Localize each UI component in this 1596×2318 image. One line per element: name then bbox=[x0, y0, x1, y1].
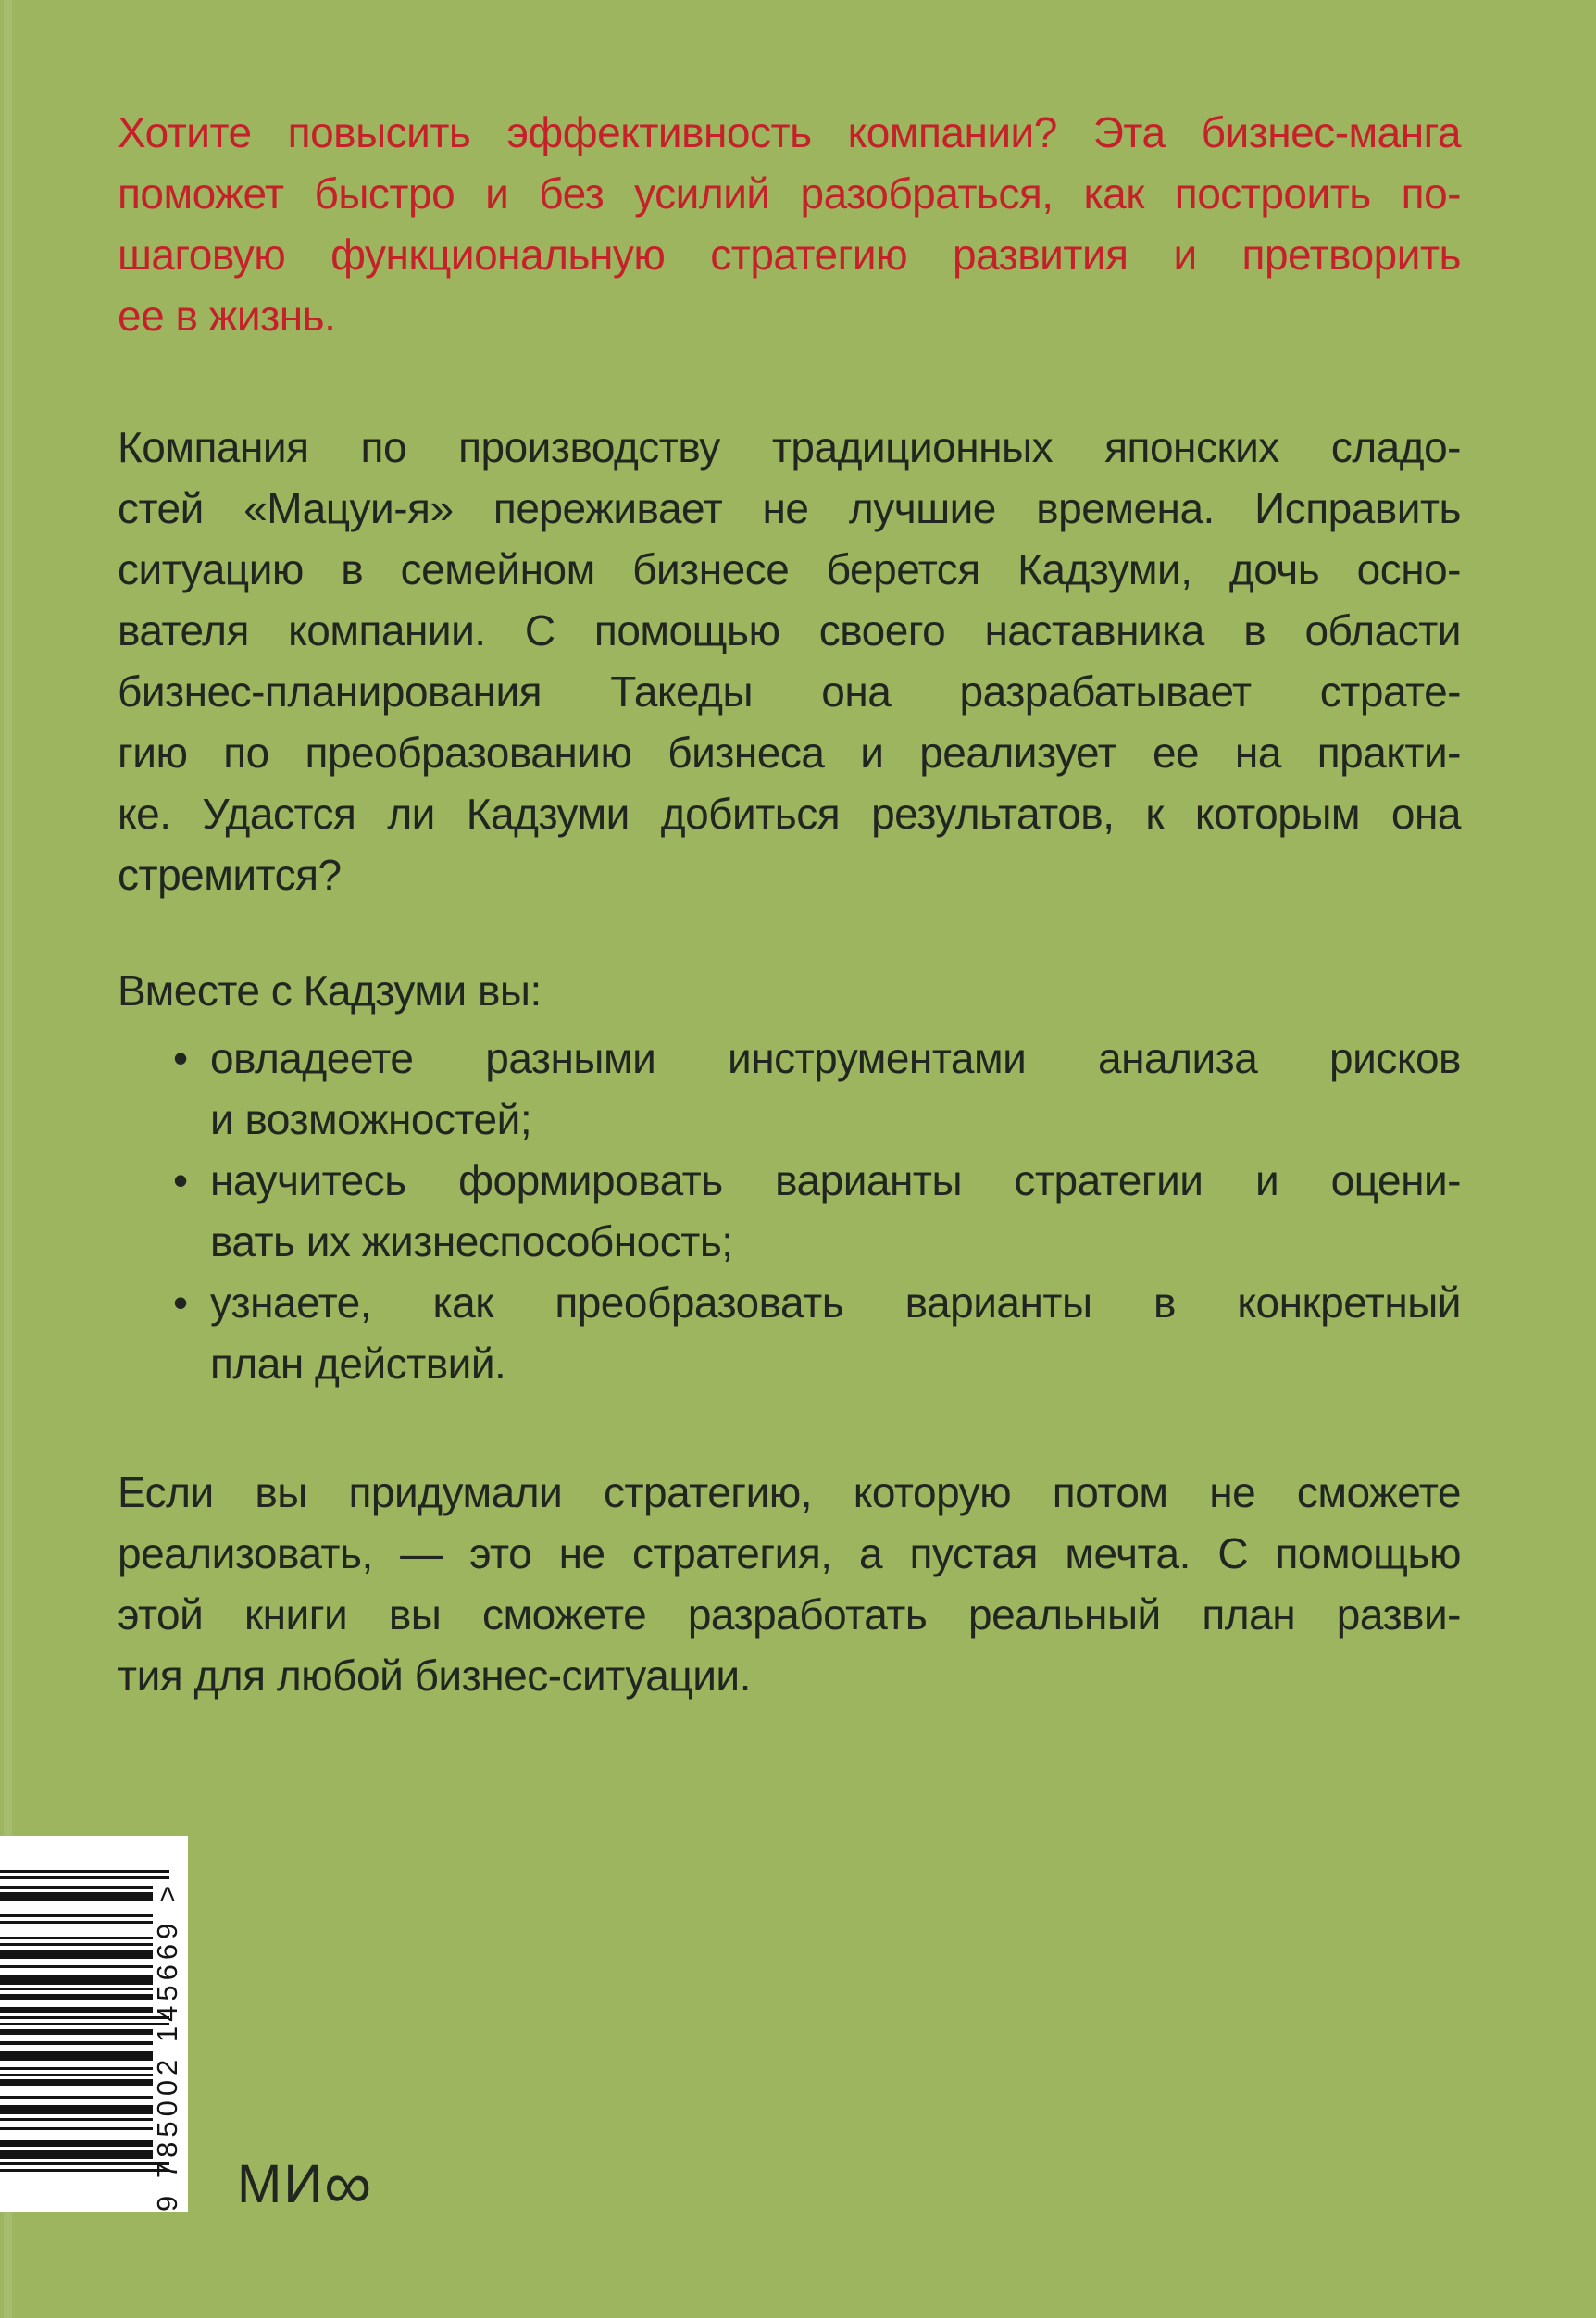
barcode-bar bbox=[0, 1943, 153, 1946]
barcode-bar bbox=[0, 1937, 153, 1939]
text-line: и возможностей; bbox=[210, 1095, 532, 1143]
barcode-bar bbox=[0, 2079, 153, 2086]
barcode-bar bbox=[0, 1870, 169, 1873]
barcode-bar bbox=[0, 2150, 153, 2159]
barcode-bar bbox=[0, 2067, 153, 2070]
text-line: шаговую функциональную стратегию развития и претворить bbox=[118, 231, 1461, 279]
barcode-bar bbox=[0, 1921, 153, 1924]
text-line: научитесь формировать варианты стратегии и оцени- bbox=[210, 1156, 1461, 1204]
bullet-item bbox=[118, 1028, 1461, 1150]
barcode-bar bbox=[0, 1876, 169, 1879]
text-line: вателя компании. С помощью своего наставника в области bbox=[118, 606, 1461, 654]
barcode-bar bbox=[0, 2105, 153, 2114]
barcode-bar bbox=[0, 2029, 153, 2036]
bullet-list bbox=[118, 1028, 1461, 1394]
text-line: поможет быстро и без усилий разобраться, как построить по- bbox=[118, 169, 1461, 218]
text-line: Компания по производству традиционных японских сладо- bbox=[118, 423, 1461, 471]
text-line: тия для любой бизнес-ситуации. bbox=[118, 1651, 751, 1700]
barcode-bar bbox=[0, 2140, 153, 2147]
text-line: план действий. bbox=[210, 1340, 506, 1388]
barcode-bar bbox=[0, 1886, 153, 1888]
synopsis-paragraph bbox=[118, 417, 1461, 905]
text-line: бизнес-планирования Такеды она разрабатывает страте- bbox=[118, 667, 1461, 716]
text-line: стремится? bbox=[118, 851, 342, 899]
barcode-bar bbox=[0, 1914, 153, 1917]
list-intro-text: Вместе с Кадзуми вы: bbox=[118, 966, 542, 1015]
barcode-bar bbox=[0, 1950, 153, 1959]
text-line: вать их жизнеспособность; bbox=[210, 1217, 733, 1265]
barcode-bar bbox=[0, 2051, 153, 2061]
bullet-item bbox=[118, 1150, 1461, 1272]
barcode-bar bbox=[0, 2127, 153, 2130]
barcode-bar bbox=[0, 1994, 153, 2000]
text-line: этой книги вы сможете разработать реальный план разви- bbox=[118, 1590, 1461, 1639]
publisher-logo bbox=[237, 2149, 372, 2223]
infinity-icon: ∞ bbox=[324, 2149, 372, 2223]
text-line: овладеете разными инструментами анализа рисков bbox=[210, 1034, 1461, 1082]
text-line: стей «Мацуи-я» переживает не лучшие времена. Исправить bbox=[118, 484, 1461, 532]
bullet-marker: • bbox=[173, 1278, 189, 1327]
barcode-digits: 9 785002 145669 bbox=[151, 1918, 183, 2212]
text-line: ке. Удастся ли Кадзуми добиться результатов, к которым она bbox=[118, 790, 1461, 838]
barcode-number bbox=[151, 1841, 184, 2212]
intro-text-block bbox=[118, 102, 1461, 346]
barcode-bar bbox=[0, 2096, 153, 2099]
barcode-bar bbox=[0, 1988, 153, 1990]
barcode-arrow-icon: > bbox=[151, 1885, 183, 1903]
barcode-bar bbox=[0, 1965, 153, 1968]
text-line: ее в жизнь. bbox=[118, 292, 336, 340]
barcode-bar bbox=[0, 2041, 153, 2044]
text-line: Хотите повысить эффективность компании? Эта бизнес-манга bbox=[118, 108, 1461, 156]
list-intro-line bbox=[118, 960, 1461, 1021]
barcode bbox=[0, 1836, 188, 2212]
bullet-item bbox=[118, 1272, 1461, 1394]
barcode-bar bbox=[0, 1892, 153, 1901]
publisher-logo-text: МИ bbox=[237, 2154, 325, 2214]
barcode-bar bbox=[0, 2007, 153, 2013]
text-line: реализовать, — это не стратегия, а пустая мечта. С помощью bbox=[118, 1529, 1461, 1577]
barcode-bar bbox=[0, 1975, 153, 1984]
closing-paragraph bbox=[118, 1462, 1461, 1706]
text-line: Если вы придумали стратегию, которую потом не сможете bbox=[118, 1468, 1461, 1516]
text-line: гию по преобразованию бизнеса и реализует ее на практи- bbox=[118, 729, 1461, 777]
barcode-bar bbox=[0, 2118, 153, 2121]
bullet-marker: • bbox=[173, 1156, 189, 1204]
barcode-bar bbox=[0, 2074, 153, 2076]
barcode-bar bbox=[0, 2162, 169, 2165]
barcode-bars bbox=[0, 1870, 171, 2172]
barcode-bar bbox=[0, 2023, 169, 2025]
text-line: ситуацию в семейном бизнесе берется Кадзуми, дочь осно- bbox=[118, 545, 1461, 593]
barcode-bar bbox=[0, 2016, 169, 2019]
bullet-marker: • bbox=[173, 1034, 189, 1082]
barcode-bar bbox=[0, 2169, 169, 2172]
text-line: узнаете, как преобразовать варианты в конкретный bbox=[210, 1278, 1461, 1327]
